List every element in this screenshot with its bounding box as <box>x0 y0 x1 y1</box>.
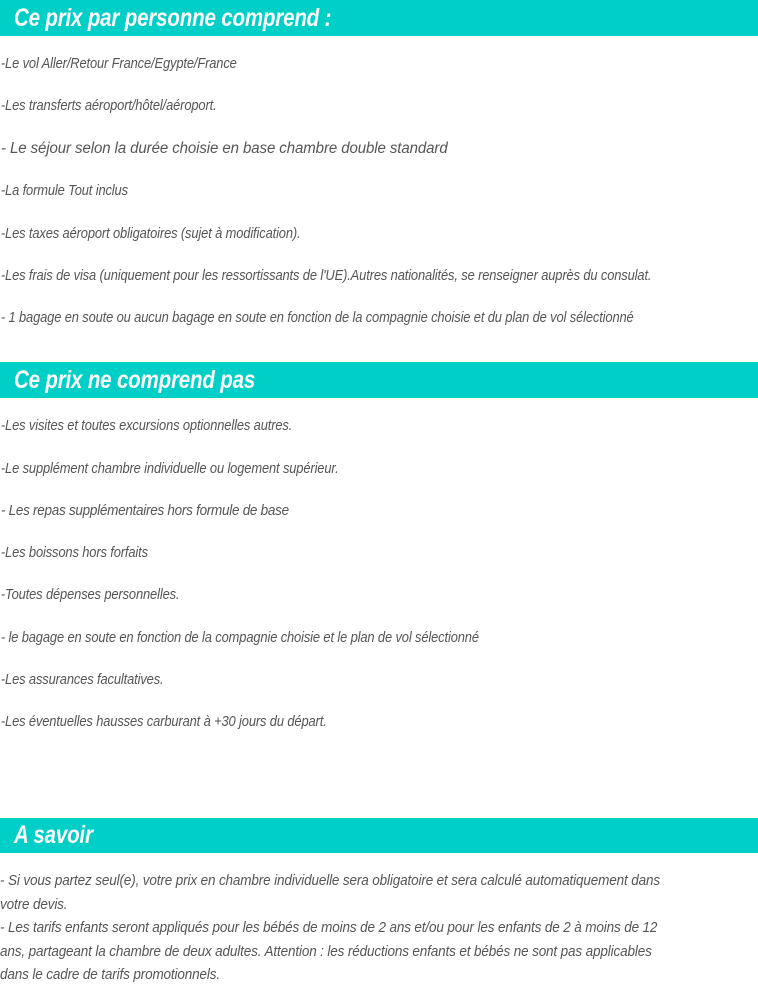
list-item: -Les frais de visa (uniquement pour les ressortissants de l'UE).Autres nationalités, se renseigner auprès du consulat. <box>0 266 652 284</box>
list-item: -Les boissons hors forfaits <box>0 544 148 562</box>
section-header-included-title: Ce prix par personne comprend : <box>13 3 332 32</box>
section-spacer <box>0 351 758 362</box>
paragraph: - Les tarifs enfants seront appliqués pour les bébés de moins de 2 ans et/ou pour les enfants de 2 à moins de 12 ans, partageant la chambre de deux adultes. Attention : les réductions enfants et bébés ne sont pas applicables dans le cadre de tarifs promotionnels. <box>0 919 658 984</box>
list-item: -Les visites et toutes excursions optionnelles autres. <box>0 417 293 435</box>
list-item: -La formule Tout inclus <box>0 182 128 200</box>
list-item: -Le vol Aller/Retour France/Egypte/France <box>0 55 237 72</box>
section-body-included <box>0 36 758 326</box>
list-item: -Le supplément chambre individuelle ou logement supérieur. <box>0 459 339 477</box>
section-spacer <box>0 755 758 818</box>
list-item: -Les transferts aéroport/hôtel/aéroport. <box>0 97 217 115</box>
paragraph: - Si vous partez seul(e), votre prix en chambre individuelle sera obligatoire et sera calculé automatiquement dans votre devis. <box>0 872 660 913</box>
section-header-good-to-know <box>0 818 758 853</box>
section-header-included <box>0 0 758 36</box>
section-header-not-included-title: Ce prix ne comprend pas <box>13 365 256 394</box>
list-item: - 1 bagage en soute ou aucun bagage en soute en fonction de la compagnie choisie et du plan de vol sélectionné <box>0 309 634 327</box>
section-header-not-included <box>0 362 758 398</box>
list-item: -Les éventuelles hausses carburant à +30 jours du départ. <box>0 713 327 731</box>
list-item: - Les repas supplémentaires hors formule de base <box>0 501 289 519</box>
section-body-not-included <box>0 398 758 730</box>
section-body-good-to-know <box>0 853 758 987</box>
list-item: -Les taxes aéroport obligatoires (sujet à modification). <box>0 224 301 242</box>
list-item: -Toutes dépenses personnelles. <box>0 586 180 604</box>
list-item: - le bagage en soute en fonction de la compagnie choisie et le plan de vol sélectionné <box>0 628 479 646</box>
list-item: -Les assurances facultatives. <box>0 670 164 688</box>
list-item: - Le séjour selon la durée choisie en base chambre double standard <box>0 139 448 157</box>
section-header-good-to-know-title: A savoir <box>13 821 93 850</box>
